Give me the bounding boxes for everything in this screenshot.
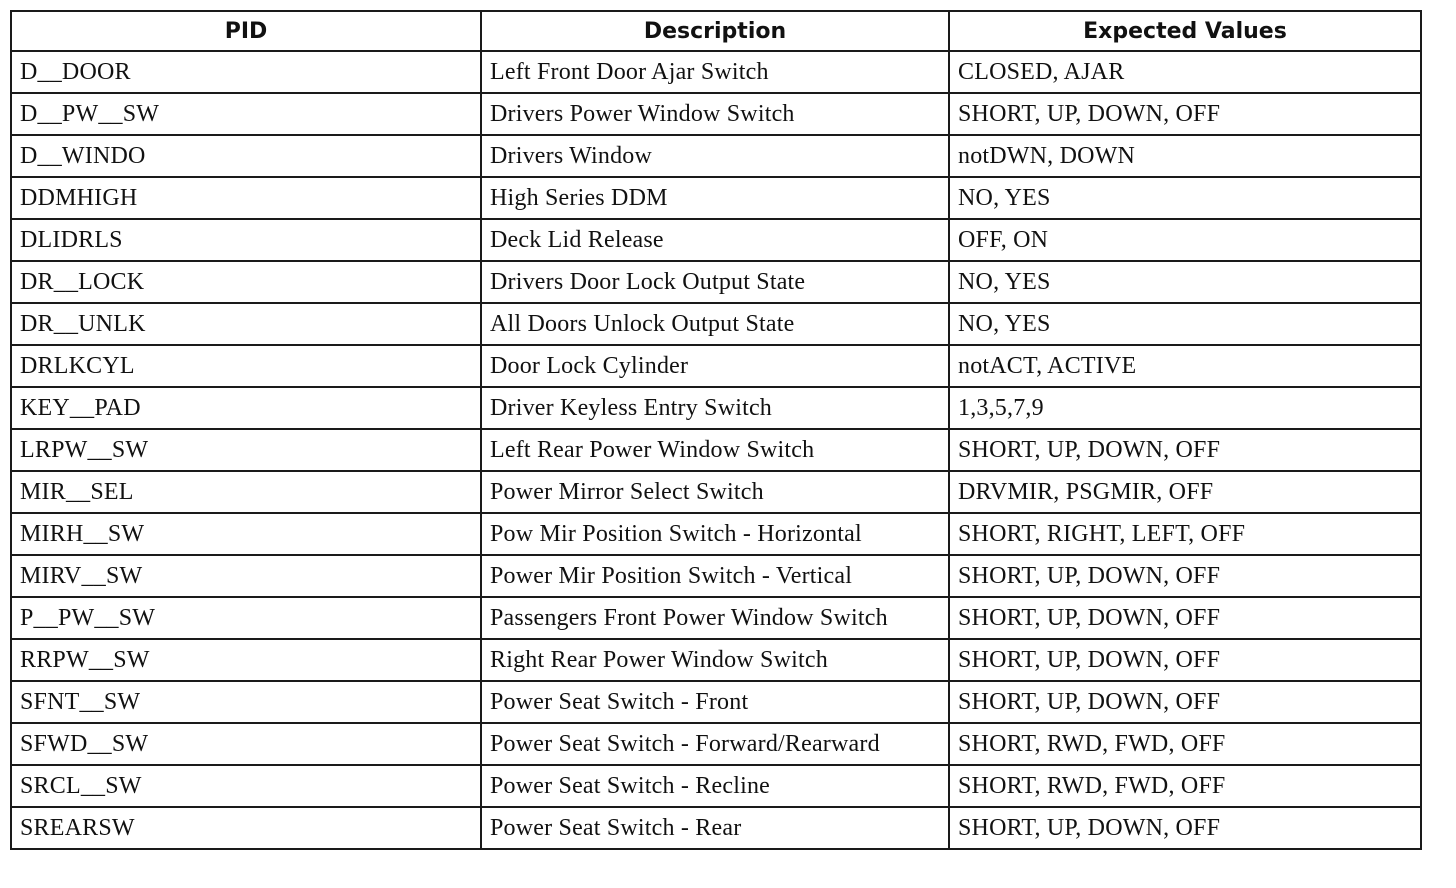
cell-pid: SFNT__SW bbox=[11, 681, 481, 723]
header-pid: PID bbox=[11, 11, 481, 51]
cell-description: Power Mir Position Switch - Vertical bbox=[481, 555, 949, 597]
table-row bbox=[11, 387, 1421, 429]
cell-description: Door Lock Cylinder bbox=[481, 345, 949, 387]
table-header bbox=[11, 11, 1421, 51]
cell-expected-values: 1,3,5,7,9 bbox=[949, 387, 1421, 429]
cell-pid: P__PW__SW bbox=[11, 597, 481, 639]
cell-description: Pow Mir Position Switch - Horizontal bbox=[481, 513, 949, 555]
cell-expected-values: SHORT, UP, DOWN, OFF bbox=[949, 681, 1421, 723]
cell-expected-values: SHORT, RWD, FWD, OFF bbox=[949, 765, 1421, 807]
table-row bbox=[11, 765, 1421, 807]
cell-expected-values: SHORT, RWD, FWD, OFF bbox=[949, 723, 1421, 765]
cell-expected-values: NO, YES bbox=[949, 261, 1421, 303]
table-row bbox=[11, 723, 1421, 765]
cell-description: Left Front Door Ajar Switch bbox=[481, 51, 949, 93]
table-row bbox=[11, 177, 1421, 219]
cell-expected-values: SHORT, RIGHT, LEFT, OFF bbox=[949, 513, 1421, 555]
cell-pid: DRLKCYL bbox=[11, 345, 481, 387]
cell-pid: D__DOOR bbox=[11, 51, 481, 93]
cell-description: Power Seat Switch - Front bbox=[481, 681, 949, 723]
cell-description: Deck Lid Release bbox=[481, 219, 949, 261]
header-description: Description bbox=[481, 11, 949, 51]
table-row bbox=[11, 471, 1421, 513]
cell-pid: SREARSW bbox=[11, 807, 481, 849]
cell-expected-values: NO, YES bbox=[949, 177, 1421, 219]
cell-description: Power Seat Switch - Rear bbox=[481, 807, 949, 849]
pid-document bbox=[10, 10, 1420, 850]
cell-expected-values: OFF, ON bbox=[949, 219, 1421, 261]
header-expected-values: Expected Values bbox=[949, 11, 1421, 51]
cell-pid: SRCL__SW bbox=[11, 765, 481, 807]
cell-description: All Doors Unlock Output State bbox=[481, 303, 949, 345]
table-row bbox=[11, 555, 1421, 597]
cell-expected-values: notDWN, DOWN bbox=[949, 135, 1421, 177]
cell-description: Passengers Front Power Window Switch bbox=[481, 597, 949, 639]
cell-description: Power Mirror Select Switch bbox=[481, 471, 949, 513]
cell-description: Right Rear Power Window Switch bbox=[481, 639, 949, 681]
table-row bbox=[11, 513, 1421, 555]
pid-table bbox=[10, 10, 1422, 850]
cell-expected-values: SHORT, UP, DOWN, OFF bbox=[949, 429, 1421, 471]
cell-pid: D__PW__SW bbox=[11, 93, 481, 135]
cell-description: Drivers Window bbox=[481, 135, 949, 177]
cell-pid: DLIDRLS bbox=[11, 219, 481, 261]
table-body bbox=[11, 51, 1421, 849]
cell-pid: MIR__SEL bbox=[11, 471, 481, 513]
cell-pid: DDMHIGH bbox=[11, 177, 481, 219]
cell-expected-values: DRVMIR, PSGMIR, OFF bbox=[949, 471, 1421, 513]
table-row bbox=[11, 807, 1421, 849]
table-row bbox=[11, 303, 1421, 345]
table-row bbox=[11, 429, 1421, 471]
table-row bbox=[11, 639, 1421, 681]
table-row bbox=[11, 597, 1421, 639]
cell-description: Drivers Power Window Switch bbox=[481, 93, 949, 135]
cell-pid: SFWD__SW bbox=[11, 723, 481, 765]
cell-expected-values: SHORT, UP, DOWN, OFF bbox=[949, 807, 1421, 849]
cell-expected-values: CLOSED, AJAR bbox=[949, 51, 1421, 93]
table-row bbox=[11, 345, 1421, 387]
cell-expected-values: NO, YES bbox=[949, 303, 1421, 345]
table-row bbox=[11, 93, 1421, 135]
cell-pid: KEY__PAD bbox=[11, 387, 481, 429]
cell-description: Left Rear Power Window Switch bbox=[481, 429, 949, 471]
cell-description: Driver Keyless Entry Switch bbox=[481, 387, 949, 429]
cell-expected-values: SHORT, UP, DOWN, OFF bbox=[949, 597, 1421, 639]
table-row bbox=[11, 51, 1421, 93]
cell-pid: LRPW__SW bbox=[11, 429, 481, 471]
cell-expected-values: SHORT, UP, DOWN, OFF bbox=[949, 93, 1421, 135]
cell-pid: DR__UNLK bbox=[11, 303, 481, 345]
cell-description: Drivers Door Lock Output State bbox=[481, 261, 949, 303]
table-row bbox=[11, 219, 1421, 261]
cell-pid: D__WINDO bbox=[11, 135, 481, 177]
table-row bbox=[11, 681, 1421, 723]
cell-description: High Series DDM bbox=[481, 177, 949, 219]
cell-expected-values: SHORT, UP, DOWN, OFF bbox=[949, 555, 1421, 597]
cell-description: Power Seat Switch - Recline bbox=[481, 765, 949, 807]
cell-expected-values: notACT, ACTIVE bbox=[949, 345, 1421, 387]
cell-description: Power Seat Switch - Forward/Rearward bbox=[481, 723, 949, 765]
cell-pid: MIRV__SW bbox=[11, 555, 481, 597]
header-row bbox=[11, 11, 1421, 51]
cell-expected-values: SHORT, UP, DOWN, OFF bbox=[949, 639, 1421, 681]
cell-pid: DR__LOCK bbox=[11, 261, 481, 303]
table-row bbox=[11, 261, 1421, 303]
cell-pid: RRPW__SW bbox=[11, 639, 481, 681]
table-row bbox=[11, 135, 1421, 177]
cell-pid: MIRH__SW bbox=[11, 513, 481, 555]
